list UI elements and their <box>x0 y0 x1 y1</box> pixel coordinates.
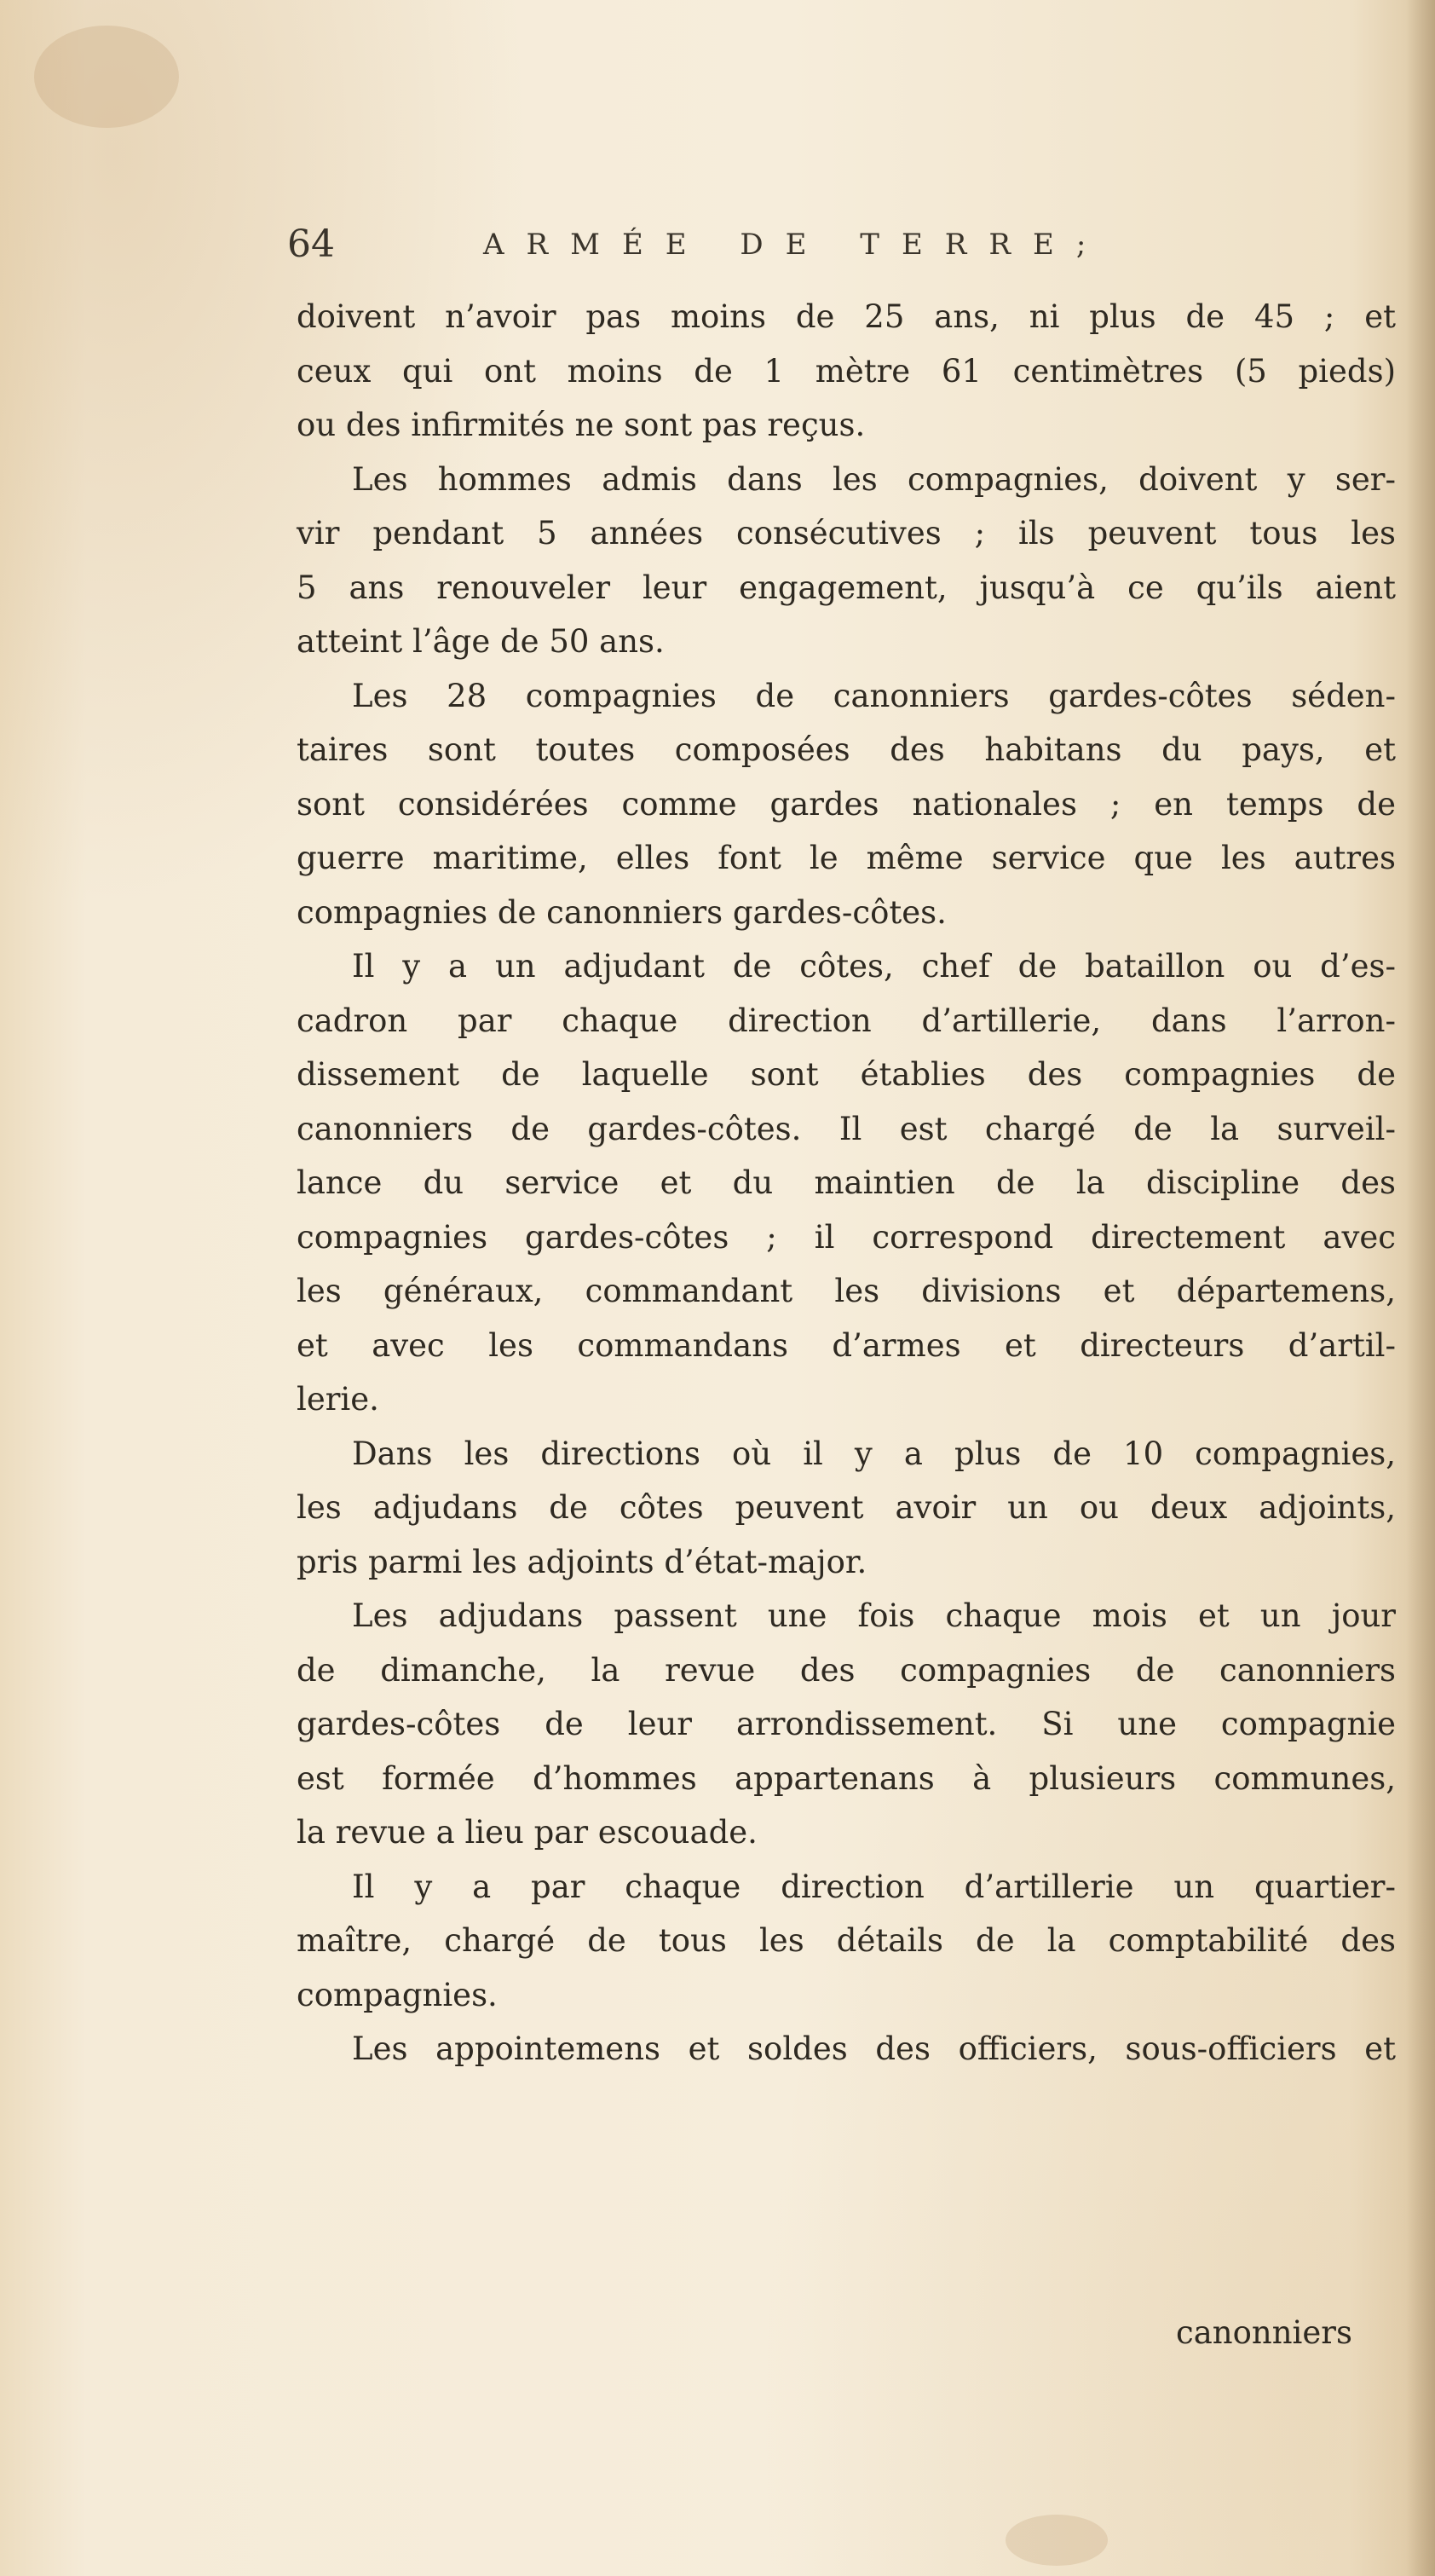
text-line: pris parmi les adjoints d’état-major. <box>297 1543 867 1580</box>
paragraph <box>297 290 1396 453</box>
text-line: cadron par chaque direction d’artillerie, dans l’arron- <box>297 1002 1396 1039</box>
text-line: et avec les commandans d’armes et directeurs d’artil- <box>297 1326 1396 1364</box>
paragraph <box>297 1427 1396 1590</box>
text-line: Les appointemens et soldes des officiers, sous-officiers et <box>352 2030 1396 2067</box>
text-line: compagnies. <box>297 1976 498 2013</box>
body-text <box>297 290 1396 2076</box>
page-header <box>287 215 1259 274</box>
page-number: 64 <box>287 222 335 266</box>
text-line: de dimanche, la revue des compagnies de canonniers <box>297 1651 1396 1689</box>
paragraph <box>297 1860 1396 2023</box>
text-line: ou des infirmités ne sont pas reçus. <box>297 407 866 443</box>
text-line: 5 ans renouveler leur engagement, jusqu’à ce qu’ils aient <box>297 569 1396 606</box>
catchword: canonniers <box>1176 2314 1352 2351</box>
page-edge-shadow <box>1406 0 1435 2576</box>
text-line: lance du service et du maintien de la discipline des <box>297 1164 1396 1201</box>
text-line: la revue a lieu par escouade. <box>297 1814 758 1851</box>
text-line: les adjudans de côtes peuvent avoir un ou deux adjoints, <box>297 1489 1396 1526</box>
text-line: lerie. <box>297 1381 379 1418</box>
paragraph <box>297 669 1396 940</box>
text-line: compagnies gardes-côtes ; il correspond directement avec <box>297 1218 1396 1256</box>
paragraph <box>297 2022 1396 2076</box>
text-line: vir pendant 5 années consécutives ; ils peuvent tous les <box>297 515 1396 552</box>
text-line: taires sont toutes composées des habitans du pays, et <box>297 731 1396 768</box>
paragraph <box>297 453 1396 669</box>
text-line: maître, chargé de tous les détails de la comptabilité des <box>297 1922 1396 1959</box>
text-line: compagnies de canonniers gardes-côtes. <box>297 893 947 931</box>
text-line: Les 28 compagnies de canonniers gardes-côtes séden- <box>352 677 1396 714</box>
paragraph <box>297 1589 1396 1860</box>
paragraph <box>297 939 1396 1427</box>
paper-stain <box>1006 2515 1108 2566</box>
text-line: Dans les directions où il y a plus de 10 compagnies, <box>352 1435 1396 1472</box>
text-line: les généraux, commandant les divisions et départemens, <box>297 1273 1396 1309</box>
text-line: sont considérées comme gardes nationales ; en temps de <box>297 785 1396 823</box>
text-line: canonniers de gardes-côtes. Il est chargé de la surveil- <box>297 1110 1396 1147</box>
text-line: Les hommes admis dans les compagnies, doivent y ser- <box>352 460 1396 498</box>
paper-stain <box>34 26 179 128</box>
text-line: ceux qui ont moins de 1 mètre 61 centimètres (5 pieds) <box>297 352 1396 390</box>
text-line: Les adjudans passent une fois chaque mois et un jour <box>352 1597 1396 1634</box>
text-line: atteint l’âge de 50 ans. <box>297 623 665 660</box>
text-line: Il y a un adjudant de côtes, chef de bataillon ou d’es- <box>352 948 1396 985</box>
text-line: guerre maritime, elles font le même service que les autres <box>297 840 1396 876</box>
text-line: gardes-côtes de leur arrondissement. Si une compagnie <box>297 1706 1396 1742</box>
text-line: est formée d’hommes appartenans à plusieurs communes, <box>297 1759 1396 1797</box>
text-line: doivent n’avoir pas moins de 25 ans, ni plus de 45 ; et <box>297 298 1396 335</box>
text-line: Il y a par chaque direction d’artillerie un quartier- <box>352 1868 1396 1905</box>
running-head: ARMÉE DE TERRE; <box>483 228 1109 262</box>
text-line: dissement de laquelle sont établies des compagnies de <box>297 1056 1396 1093</box>
